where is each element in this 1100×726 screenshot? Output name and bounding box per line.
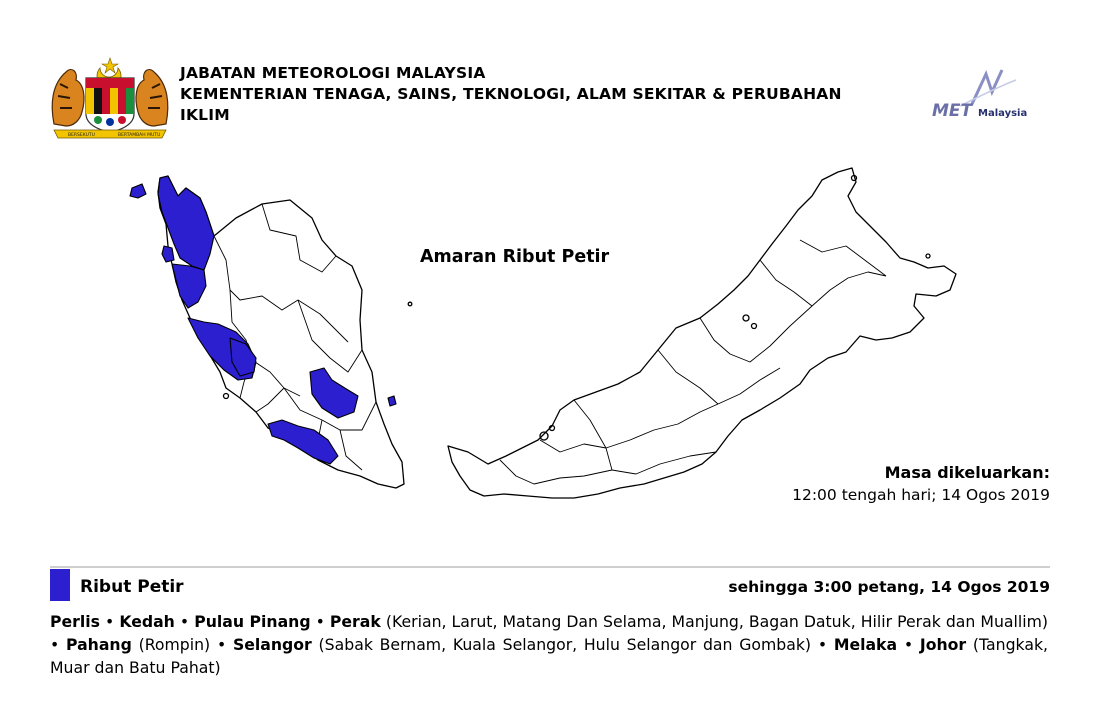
borneo-outline <box>448 168 956 498</box>
area-detail: (Kerian, Larut, Matang Dan Selama, Manjung, Bagan Datuk, Hilir Perak dan Muallim) <box>380 612 1048 631</box>
area-separator: • <box>310 612 330 631</box>
area-state: Kedah <box>119 612 175 631</box>
area-separator: • <box>50 635 67 654</box>
area-state: Melaka <box>833 635 898 654</box>
warning-validity: sehingga 3:00 petang, 14 Ogos 2019 <box>728 578 1050 596</box>
area-detail: (Sabak Bernam, Kuala Selangor, Hulu Selangor dan Gombak) <box>311 635 812 654</box>
region-pulau-pinang <box>162 246 174 262</box>
legend-label: Ribut Petir <box>80 577 184 597</box>
area-state: Perak <box>329 612 381 631</box>
logo-met-text: MET <box>932 101 973 121</box>
issued-label: Masa dikeluarkan: <box>884 463 1050 482</box>
crest-motto-left: BERSEKUTU <box>68 133 95 138</box>
issued-time <box>792 462 1050 506</box>
region-pahang-rompin <box>310 368 358 418</box>
issued-value: 12:00 tengah hari; 14 Ogos 2019 <box>792 486 1050 504</box>
area-state: Johor <box>919 635 967 654</box>
agency-name <box>180 63 842 126</box>
crest-motto-right: BERTAMBAH MUTU <box>118 133 161 138</box>
island-tioman <box>388 396 396 406</box>
region-perak-north <box>172 264 206 308</box>
agency-line-3: IKLIM <box>180 106 230 124</box>
island-langkawi <box>130 184 146 198</box>
area-detail: (Rompin) <box>131 635 211 654</box>
area-separator: • <box>210 635 233 654</box>
legend-swatch <box>50 569 70 601</box>
divider <box>50 566 1050 568</box>
area-separator: • <box>99 612 120 631</box>
area-detail: (Tangkak, Muar dan Batu Pahat) <box>50 635 1049 677</box>
area-state: Selangor <box>232 635 312 654</box>
coat-of-arms-logo <box>48 54 172 140</box>
agency-line-2: KEMENTERIAN TENAGA, SAINS, TEKNOLOGI, ALAM SEKITAR & PERUBAHAN <box>180 85 842 103</box>
area-state: Pulau Pinang <box>194 612 311 631</box>
area-state: Perlis <box>50 612 100 631</box>
met-malaysia-logo <box>930 66 1050 122</box>
area-separator: • <box>897 635 920 654</box>
affected-areas-list <box>50 610 1048 679</box>
area-separator: • <box>174 612 195 631</box>
area-state: Pahang <box>66 635 132 654</box>
agency-line-1: JABATAN METEOROLOGI MALAYSIA <box>180 64 486 82</box>
region-melaka-johor <box>268 420 338 464</box>
area-separator: • <box>811 635 834 654</box>
map-title: Amaran Ribut Petir <box>420 247 610 267</box>
logo-malaysia-text: Malaysia <box>978 108 1028 119</box>
